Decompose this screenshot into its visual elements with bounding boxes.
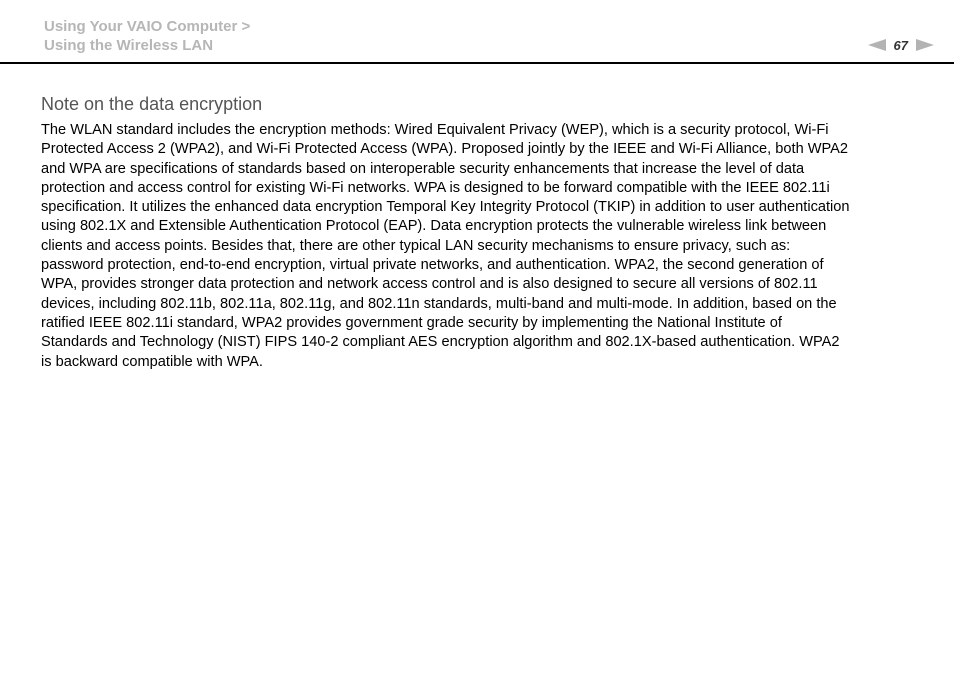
paragraph-line: specification. It utilizes the enhanced data encryption Temporal Key Integrity Protocol (TKIP) in addition to user authentication: [41, 199, 850, 216]
header-divider: [0, 62, 954, 64]
paragraph-line: using 802.1X and Extensible Authentication Protocol (EAP). Data encryption protects the vulnerable wireless link between: [41, 218, 827, 235]
page-number: 67: [893, 37, 908, 53]
paragraph-line: Standards and Technology (NIST) FIPS 140-2 compliant AES encryption algorithm and 802.1X-based authentication. WPA2: [41, 334, 840, 351]
paragraph-line: devices, including 802.11b, 802.11a, 802.11g, and 802.11n standards, multi-band and multi-mode. In addition, based on the: [41, 295, 837, 312]
breadcrumb-current[interactable]: Using the Wireless LAN: [44, 37, 214, 54]
paragraph-line: protection and access control for existing Wi-Fi networks. WPA is designed to be forward compatible with the IEEE 802.11i: [41, 179, 830, 196]
paragraph-line: is backward compatible with WPA.: [41, 353, 263, 370]
paragraph-line: password protection, end-to-end encryption, virtual private networks, and authentication. WPA2, the second generation of: [41, 257, 824, 274]
paragraph-line: and WPA are specifications of standards based on interoperable security enhancements that increase the level of data: [41, 160, 805, 177]
paragraph-line: WPA, provides stronger data protection and network access control and is also designed to secure all versions of 802.11: [41, 276, 818, 293]
paragraph-line: ratified IEEE 802.11i standard, WPA2 provides government grade security by implementing the National Institute of: [41, 314, 782, 331]
next-page-icon[interactable]: [916, 39, 934, 51]
paragraph-line: The WLAN standard includes the encryption methods: Wired Equivalent Privacy (WEP), which is a security protocol, Wi-Fi: [41, 122, 829, 138]
breadcrumb: [44, 17, 250, 55]
paragraph-line: clients and access points. Besides that, there are other typical LAN security mechanisms to ensure privacy, such as:: [41, 237, 791, 254]
body-paragraph: [41, 121, 915, 372]
section-heading: Note on the data encryption: [41, 94, 263, 114]
previous-page-icon[interactable]: [868, 39, 886, 51]
page-navigation: [868, 37, 934, 53]
paragraph-line: Protected Access 2 (WPA2), and Wi-Fi Protected Access (WPA). Proposed jointly by the IEEE and Wi-Fi Alliance, both WPA2: [41, 141, 849, 158]
breadcrumb-parent[interactable]: Using Your VAIO Computer >: [44, 18, 251, 35]
